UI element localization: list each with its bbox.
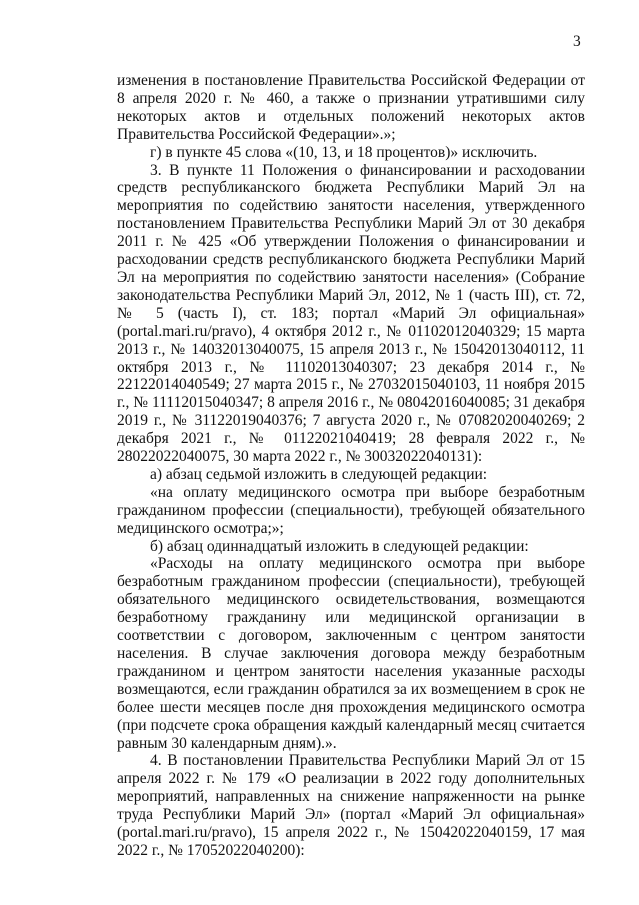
paragraph-quote-a: «на оплату медицинского осмотра при выборе безработным гражданином профессии (специальности), требующей обязательного медицинского осмотра;»;: [117, 483, 585, 537]
paragraph-quote-b: «Расходы на оплату медицинского осмотра при выборе безработным гражданином профессии (специальности), требующей обязательного медицинского освидетельствования, возмещаются безработному гражданину или медицинской организации в соответствии с договором, заключенным с центром занятости населения. В случае заключения договора между безработным гражданином и центром занятости населения указанные расходы возмещаются, если гражданин обратился за их возмещением в срок не более шести месяцев после дня прохождения медицинского осмотра (при подсчете срока обращения каждый календарный месяц считается равным 30 календарным дням).».: [117, 555, 585, 752]
paragraph-item-b: б) абзац одиннадцатый изложить в следующей редакции:: [150, 537, 529, 555]
paragraph-item-g: г) в пункте 45 слова «(10, 13, и 18 процентов)» исключить.: [150, 143, 538, 161]
paragraph-item-a: а) абзац седьмой изложить в следующей редакции:: [150, 465, 488, 483]
document-body: [117, 72, 585, 860]
paragraph-section-4: 4. В постановлении Правительства Республики Марий Эл от 15 апреля 2022 г. № 179 «О реализации в 2022 году дополнительных мероприятий, направленных на снижение напряженности на рынке труда Республики Марий Эл» (портал «Марий Эл официальная» (portal.mari.ru/pravo), 15 апреля 2022 г., № 15042022040159, 17 мая 2022 г., № 17052022040200):: [117, 752, 585, 859]
page-number: 3: [573, 33, 581, 50]
paragraph-section-3: 3. В пункте 11 Положения о финансировании и расходовании средств республиканского бюджета Республики Марий Эл на мероприятия по содействию занятости населения, утвержденного постановлением Правительства Республики Марий Эл от 30 декабря 2011 г. № 425 «Об утверждении Положения о финансировании и расходовании средств республиканского бюджета Республики Марий Эл на мероприятия по содействию занятости населения» (Собрание законодательства Республики Марий Эл, 2012, № 1 (часть III), ст. 72, № 5 (часть I), ст. 183; портал «Марий Эл официальная» (portal.mari.ru/pravo), 4 октября 2012 г., № 01102012040329; 15 марта 2013 г., № 14032013040075, 15 апреля 2013 г., № 15042013040112, 11 октября 2013 г., № 11102013040307; 23 декабря 2014 г., № 22122014040549; 27 марта 2015 г., № 27032015040103, 11 ноября 2015 г., № 11112015040347; 8 апреля 2016 г., № 08042016040085; 31 декабря 2019 г., № 31122019040376; 7 августа 2020 г., № 07082020040269; 2 декабря 2021 г., № 01122021040419; 28 февраля 2022 г., № 28022022040075, 30 марта 2022 г., № 30032022040131):: [117, 161, 585, 466]
paragraph-continuation: изменения в постановление Правительства Российской Федерации от 8 апреля 2020 г. № 460, а также о признании утратившими силу некоторых актов и отдельных положений некоторых актов Правительства Российской Федерации».»;: [117, 72, 585, 143]
